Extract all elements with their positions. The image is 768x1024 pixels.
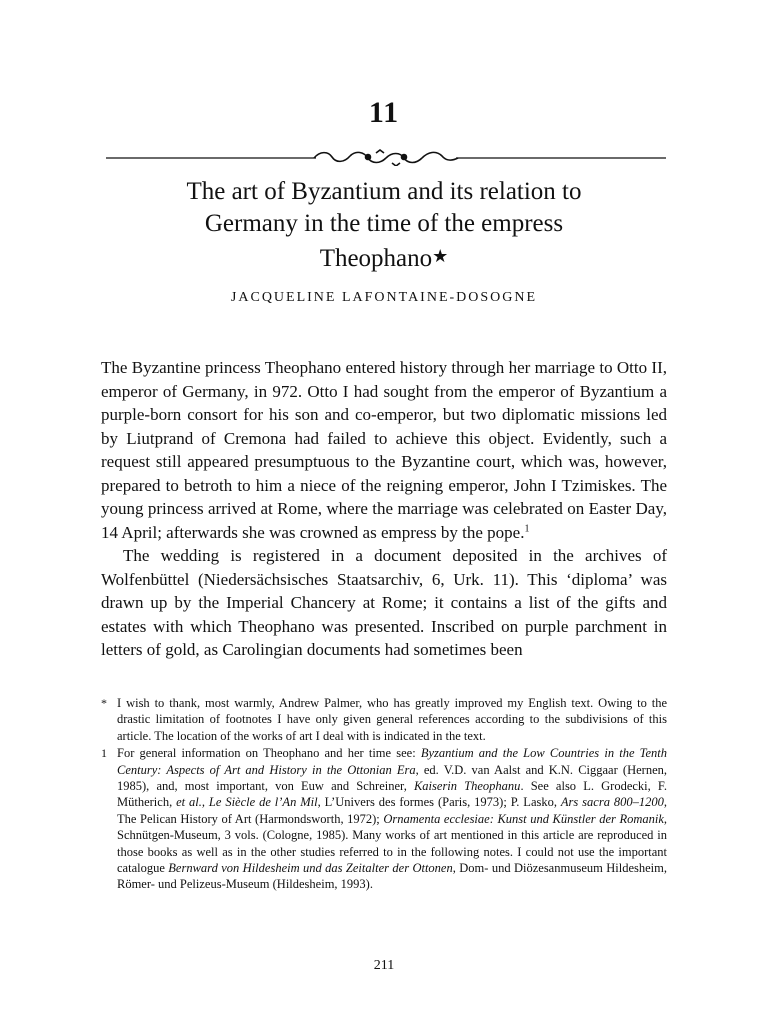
ornamental-rule [106, 148, 666, 166]
footnote-text: , ed. V.D. van Aalst and K.N. Ciggaar (Hernen, 1985), and, most important, von Euw and Schreiner, [117, 762, 667, 794]
footnote-title: Kaiserin Theophanu [413, 779, 521, 794]
footnote-ref: 1 [524, 522, 530, 534]
body-text [101, 356, 667, 662]
footnote-title: et al., Le Siècle de l’An Mil [176, 795, 318, 810]
page-number: 211 [373, 958, 395, 973]
footnote-title: Byzantium and the Low Countries in the Tenth Century: Aspects of Art and History in the Ottonian Era [117, 746, 668, 777]
footnotes [101, 695, 667, 894]
title-line [60, 240, 708, 275]
fleuron-icon [314, 150, 458, 166]
footnote-star [101, 695, 667, 744]
footnote-text: , Dom- und Diözesanmuseum Hildesheim, Römer- und Pelizeus-Museum (Hildesheim, 1993). [117, 861, 667, 892]
article-title [60, 176, 708, 275]
paragraph-text: The Byzantine princess Theophano entered history through her marriage to Otto II, emperor of Germany, in 972. Otto I had sought from the emperor of Byzantium a purple-born consort for his son and co-emperor, but two diplomatic missions led by Liutprand of Cremona had failed to achieve this object. Evidently, such a request still appeared presumptuous to the Byzantine court, which was, however, prepared to betroth to him a niece of the reigning emperor, John I Tzimiskes. The young princess arrived at Rome, where the marriage was celebrated on Easter Day, 14 April; afterwards she was crowned as empress by the pope. [101, 358, 667, 542]
footnote-title: Bernward von Hildesheim und das Zeitalter der Ottonen [168, 861, 453, 876]
title-line: The art of Byzantium and its relation to [186, 178, 582, 205]
paragraph [101, 356, 667, 544]
footnote-text: For general information on Theophano and her time see: [117, 746, 421, 761]
chapter-number: 11 [368, 96, 400, 129]
footnote-title: Ornamenta ecclesiae: Kunst und Künstler der Romanik [383, 811, 664, 826]
footnote-text: I wish to thank, most warmly, Andrew Palmer, who has greatly improved my English text. Owing to the drastic limitation of footnotes I have only given general references according to the subdivisions of this article. The location of the works of art I deal with is indicated in the text. [117, 696, 667, 743]
footnote-text: , The Pelican History of Art (Harmondsworth, 1972); [117, 795, 667, 826]
footnote-marker: 1 [101, 746, 107, 761]
title-line: Germany in the time of the empress [204, 210, 564, 237]
star-mark: ★ [432, 246, 449, 266]
paragraph: The wedding is registered in a document deposited in the archives of Wolfenbüttel (Niedersächsisches Staatsarchiv, 6, Urk. 11). This ‘diploma’ was drawn up by the Imperial Chancery at Rome; it contains a list of the gifts and estates with which Theophano was presented. Inscribed on purple parchment in letters of gold, as Carolingian documents had sometimes been [101, 546, 667, 659]
footnote-text: , L’Univers des formes (Paris, 1973); P. Lasko, [317, 795, 561, 810]
footnote-title: Ars sacra 800–1200 [560, 795, 664, 810]
footnote-1 [101, 745, 667, 893]
title-text: Theophano [319, 245, 433, 272]
footnote-text: , Schnütgen-Museum, 3 vols. (Cologne, 1985). Many works of art mentioned in this article are reproduced in those books as well as in the other studies referred to in the following notes. I could not use the important catalogue [117, 811, 667, 876]
footnote-marker: * [101, 696, 107, 710]
author-name: JACQUELINE LAFONTAINE-DOSOGNE [230, 290, 538, 305]
footnote-text: . See also L. Grodecki, F. Mütherich, [117, 779, 667, 810]
